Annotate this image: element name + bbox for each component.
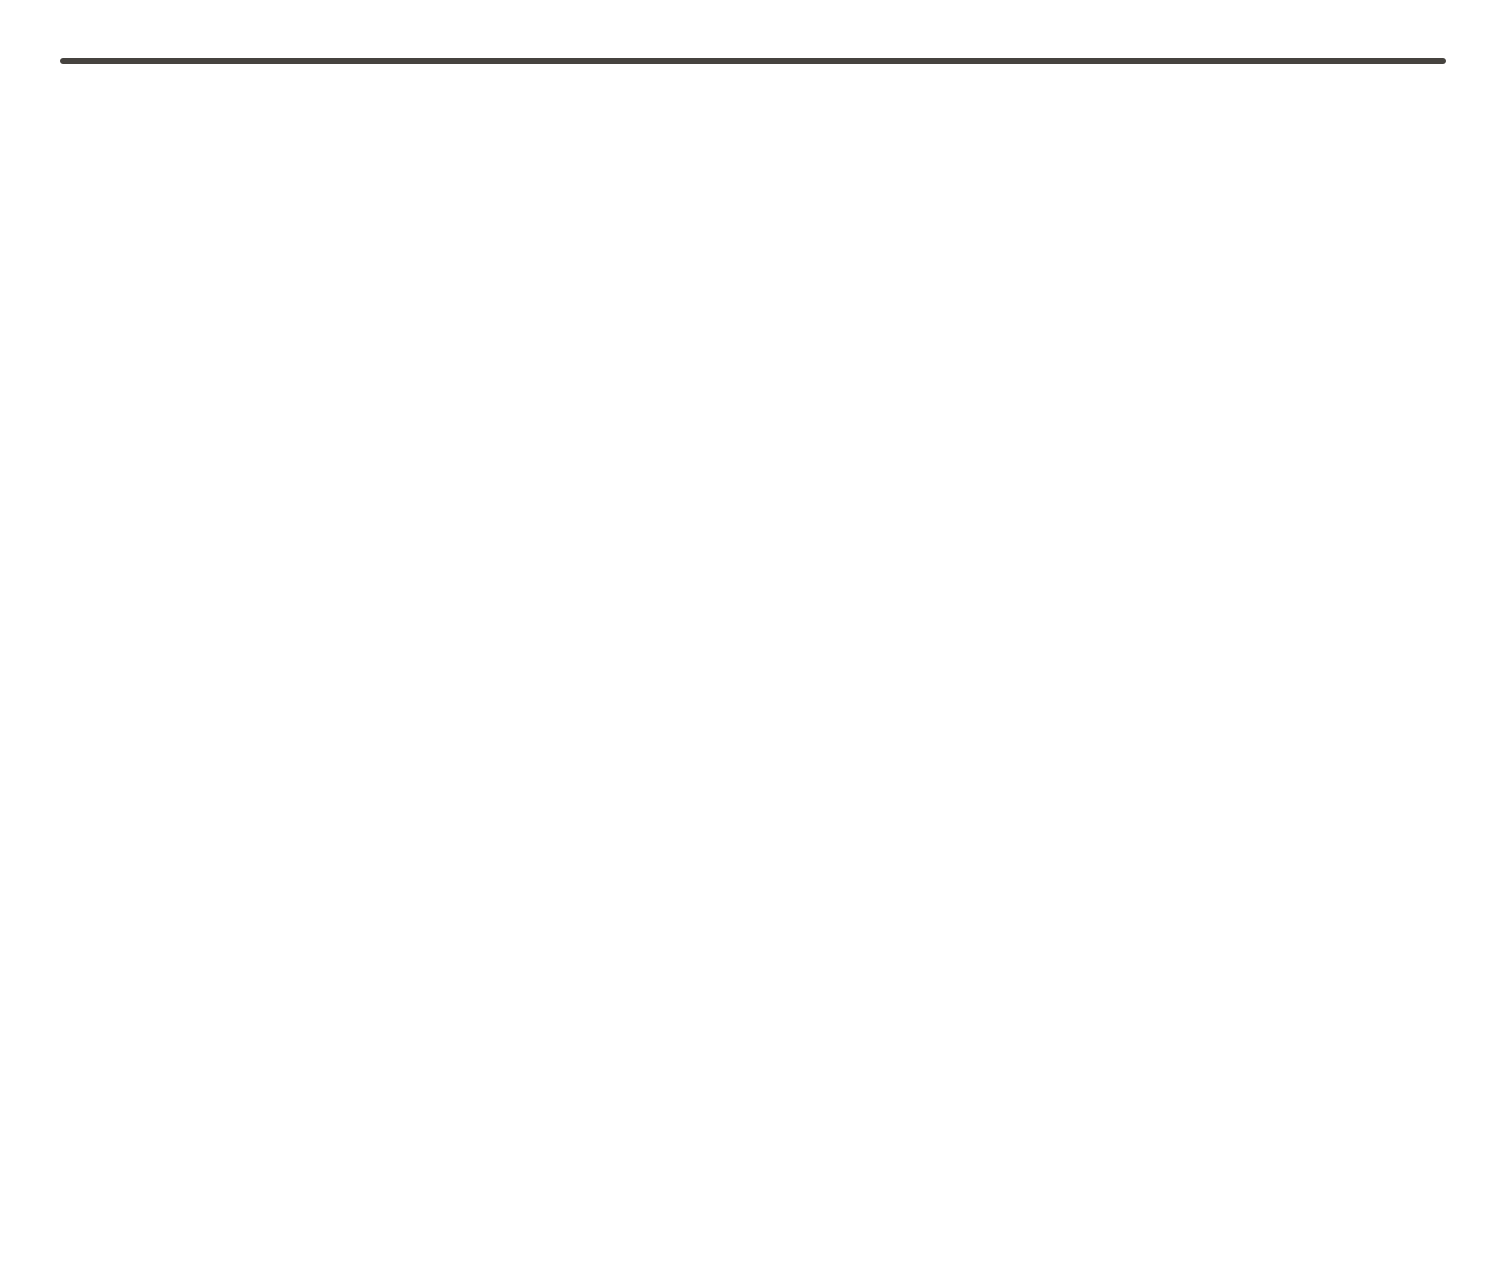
staff-table-container bbox=[60, 58, 1446, 64]
